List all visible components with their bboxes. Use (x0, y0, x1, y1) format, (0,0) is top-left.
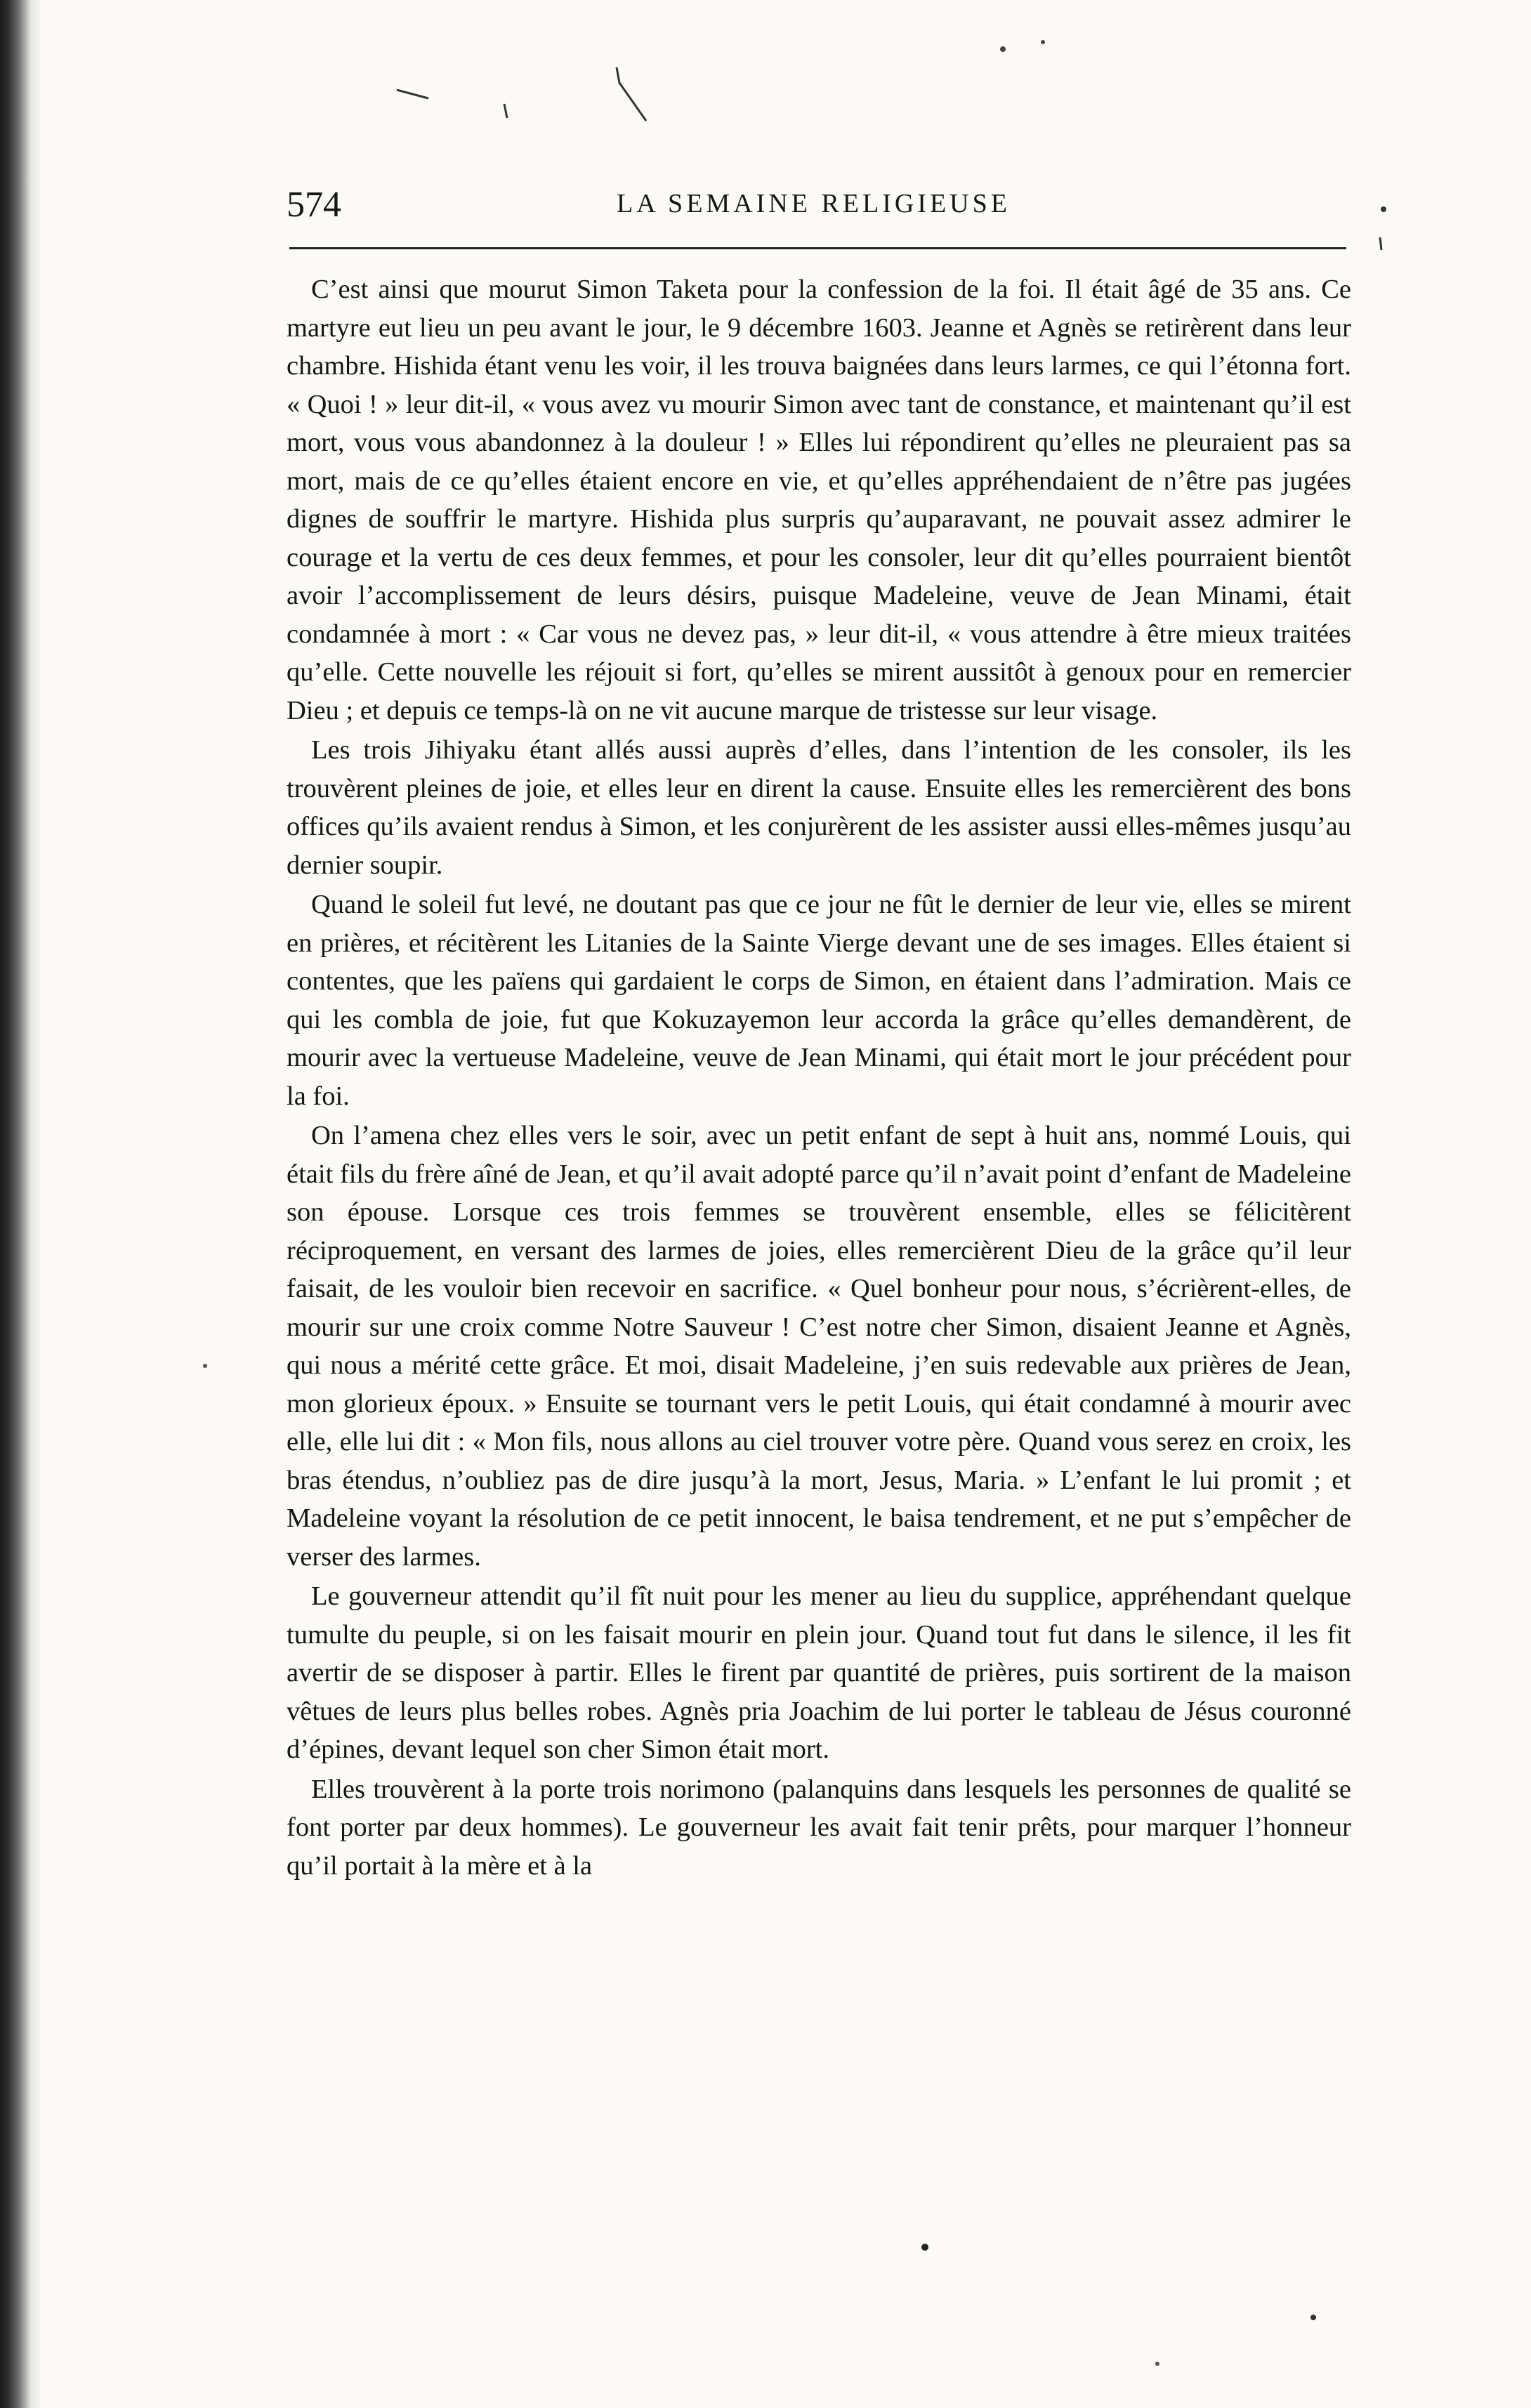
body-text (287, 270, 1351, 1885)
header-rule (289, 247, 1346, 249)
paragraph: On l’amena chez elles vers le soir, avec un petit enfant de sept à huit ans, nommé Louis, qui était fils du frère aîné de Jean, et qu’il avait adopté parce qu’il n’avait point d’enfant de Madeleine son épouse. Lorsque ces trois femmes se trouvèrent ensemble, elles se félicitèrent réciproquement, en versant des larmes de joies, elles remercièrent Dieu de la grâce qu’il leur faisait, de les vouloir bien recevoir en sacrifice. « Quel bonheur pour nous, s’écrièrent-elles, de mourir sur une croix comme Notre Sauveur ! C’est notre cher Simon, disaient Jeanne et Agnès, qui nous a mérité cette grâce. Et moi, disait Madeleine, j’en suis redevable aux prières de Jean, mon glorieux époux. » Ensuite se tournant vers le petit Louis, qui était condamné à mourir avec elle, elle lui dit : « Mon fils, nous allons au ciel trouver votre père. Quand vous serez en croix, les bras étendus, n’oubliez pas de dire jusqu’à la mort, Jesus, Maria. » L’enfant le lui promit ; et Madeleine voyant la résolution de ce petit innocent, le baisa tendrement, et ne put s’empêcher de verser des larmes. (287, 1121, 1351, 1572)
page-number: 574 (287, 185, 341, 225)
paragraph: Elles trouvèrent à la porte trois norimono (palanquins dans lesquels les personnes de qualité se font porter par deux hommes). Le gouverneur les avait fait tenir prêts, pour marquer l’honneur qu’il portait à la mère et à la (287, 1774, 1351, 1881)
paragraph: Le gouverneur attendit qu’il fît nuit pour les mener au lieu du supplice, appréhendant quelque tumulte du peuple, si on les faisait mourir en plein jour. Quand tout fut dans le silence, il les fit avertir de se disposer à partir. Elles le firent par quantité de prières, puis sortirent de la maison vêtues de leurs plus belles robes. Agnès pria Joachim de lui porter le tableau de Jésus couronné d’épines, devant lequel son cher Simon était mort. (287, 1581, 1351, 1764)
paragraph: Les trois Jihiyaku étant allés aussi auprès d’elles, dans l’intention de les consoler, ils les trouvèrent pleines de joie, et elles leur en dirent la cause. Ensuite elles les remercièrent des bons offices qu’ils avaient rendus à Simon, et les conjurèrent de les assister aussi elles-mêmes jusqu’au dernier soupir. (287, 735, 1351, 880)
running-head: LA SEMAINE RELIGIEUSE (617, 189, 1011, 218)
paragraph: C’est ainsi que mourut Simon Taketa pour la confession de la foi. Il était âgé de 35 ans. Ce martyre eut lieu un peu avant le jour, le 9 décembre 1603. Jeanne et Agnès se retirèrent dans leur chambre. Hishida étant venu les voir, il les trouva baignées dans leurs larmes, ce qui l’étonna fort. « Quoi ! » leur dit-il, « vous avez vu mourir Simon avec tant de constance, et maintenant qu’il est mort, vous vous abandonnez à la douleur ! » Elles lui répondirent qu’elles ne pleuraient pas sa mort, mais de ce qu’elles étaient encore en vie, et qu’elles appréhendaient de n’être pas jugées dignes de souffrir le martyre. Hishida plus surpris qu’auparavant, ne pouvait assez admirer le courage et la vertu de ces deux femmes, et pour les consoler, leur dit qu’elles pourraient bientôt avoir l’accomplissement de leurs désirs, puisque Madeleine, veuve de Jean Minami, était condamnée à mort : « Car vous ne devez pas, » leur dit-il, « vous attendre à être mieux traitées qu’elle. Cette nouvelle les réjouit si fort, qu’elles se mirent aussitôt à genoux pour en remercier Dieu ; et depuis ce temps-là on ne vit aucune marque de tristesse sur leur visage. (287, 275, 1351, 725)
page-header (287, 184, 1347, 233)
paragraph: Quand le soleil fut levé, ne doutant pas que ce jour ne fût le dernier de leur vie, elles se mirent en prières, et récitèrent les Litanies de la Sainte Vierge devant une de ses images. Elles étaient si contentes, que les païens qui gardaient le corps de Simon, en étaient dans l’admiration. Mais ce qui les combla de joie, fut que Kokuzayemon leur accorda la grâce qu’elles demandèrent, de mourir avec la vertueuse Madeleine, veuve de Jean Minami, qui était mort le jour précédent pour la foi. (287, 890, 1351, 1111)
